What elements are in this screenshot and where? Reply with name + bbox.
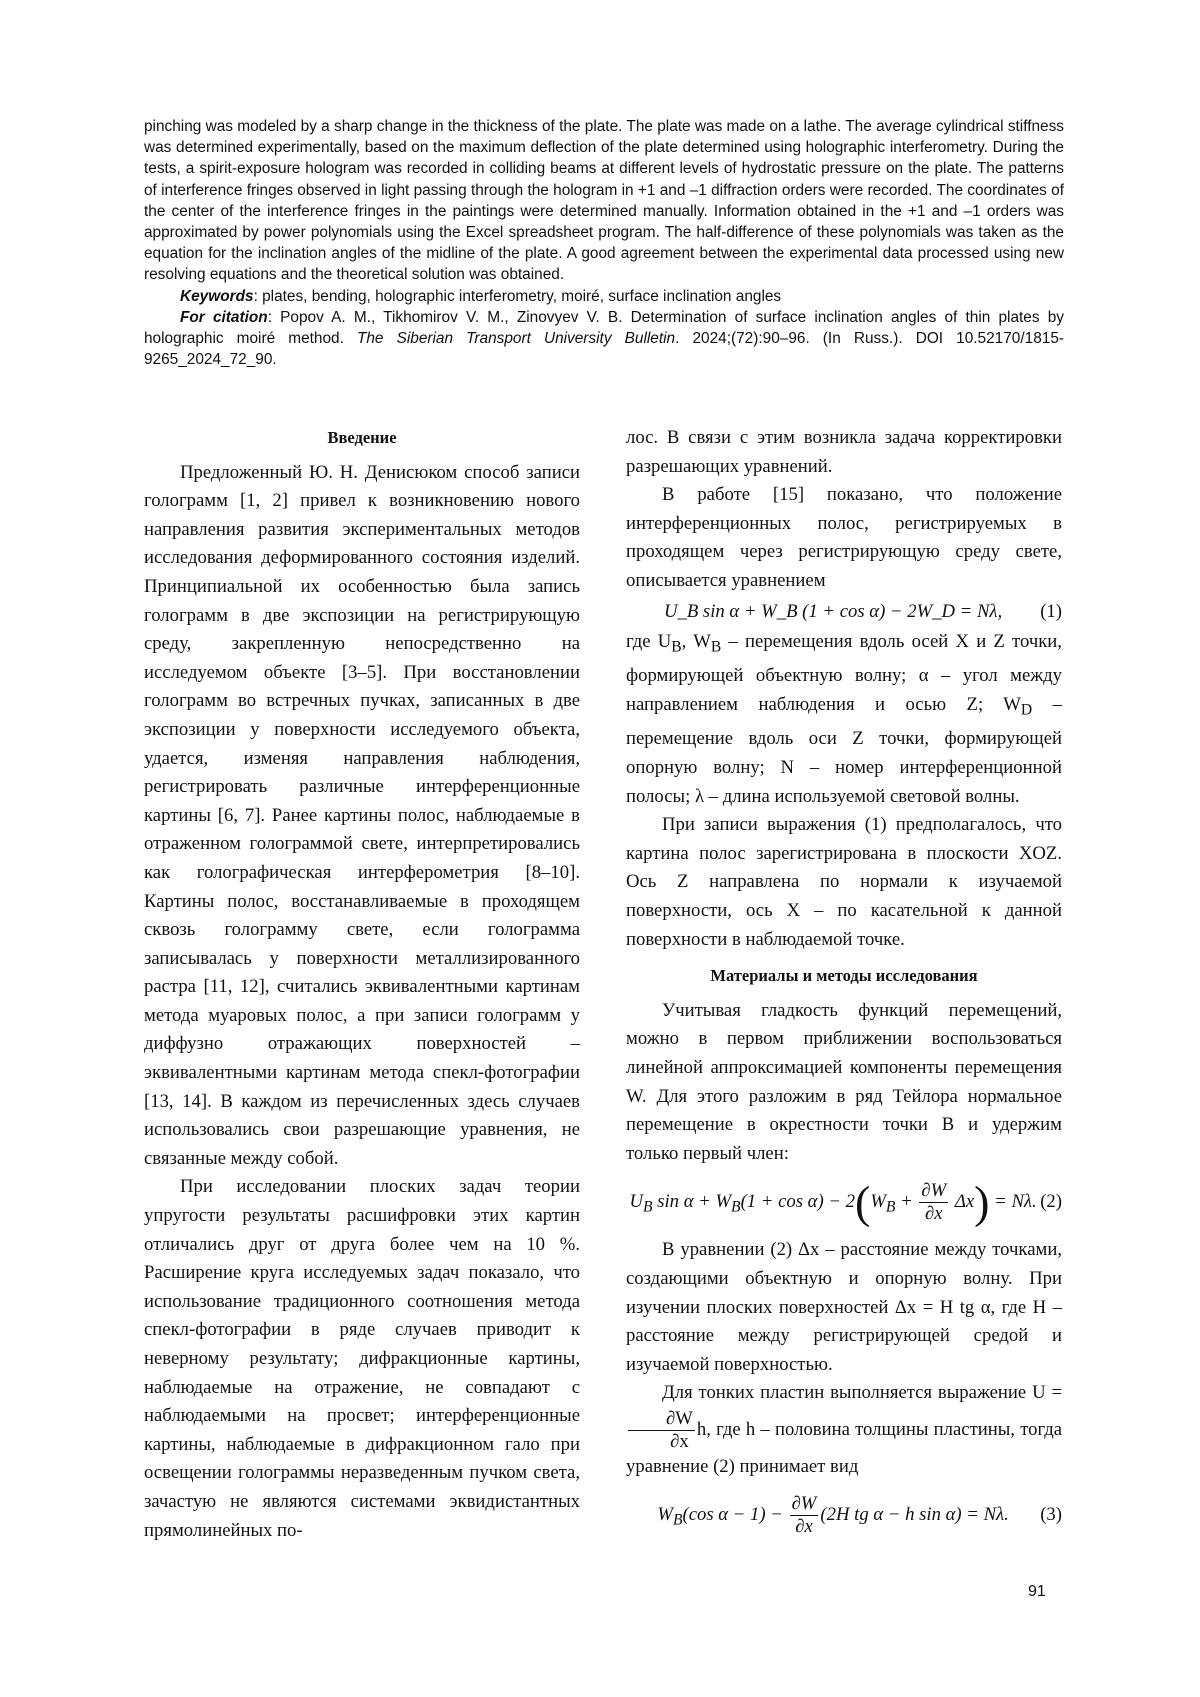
eq2-part-b: sin α + W	[653, 1191, 731, 1212]
equation-3-number: (3)	[1040, 1501, 1062, 1530]
p7-frac-bot: ∂x	[628, 1431, 695, 1453]
eq3-sub: B	[673, 1512, 683, 1529]
eq2-fraction	[919, 1180, 948, 1225]
eq2-sub-a: B	[643, 1198, 653, 1215]
right-paragraph-2: В работе [15] показано, что положение интерференционных полос, регистрируемых в проходящем через регистрирующую среду свете, описывается уравнением	[626, 481, 1062, 595]
equation-1-formula: U_B sin α + W_B (1 + cos α) − 2W_D = Nλ,	[626, 598, 1040, 627]
p3-sub-3: D	[1021, 702, 1032, 719]
equation-3-formula	[626, 1493, 1040, 1538]
citation-journal: The Siberian Transport University Bulletin	[357, 330, 675, 347]
equation-2	[626, 1170, 1062, 1234]
page-number: 91	[1028, 1583, 1046, 1601]
right-paragraph-4: При записи выражения (1) предполагалось, что картина полос зарегистрирована в плоскости XOZ. Ось Z направлена по нормали к изучаемой поверхности, ось X – по касательной к данной поверхности в наблюдаемой точке.	[626, 811, 1062, 954]
p3-text-d: – перемещение вдоль оси Z точки, формирующей опорную волну; N – номер интерференционной полосы; λ – длина используемой световой волны.	[626, 694, 1062, 807]
citation-line	[144, 307, 1064, 371]
right-paragraph-5: Учитывая гладкость функций перемещений, можно в первом приближении воспользоваться линейной аппроксимацией компоненты перемещения W. Для этого разложим в ряд Тейлора нормальное перемещение в окрестности точки B и удержим только первый член:	[626, 997, 1062, 1169]
p3-sub-1: B	[671, 639, 681, 656]
equation-2-number: (2)	[1040, 1188, 1062, 1217]
p3-text-b: , W	[682, 631, 711, 652]
left-column	[144, 424, 580, 1545]
citation-text: : Popov A. M., Tikhomirov V. M., Zinovyev V. B. Determination of surface inclination angles of thin plates by holographic moiré method.	[144, 309, 1064, 347]
p3-sub-2: B	[711, 639, 721, 656]
eq2-part-c: (1 + cos α) − 2	[741, 1191, 855, 1212]
eq2-inner-sub: B	[886, 1198, 896, 1215]
equation-3	[626, 1483, 1062, 1547]
right-paragraph-3	[626, 628, 1062, 811]
eq3-part-b: (cos α − 1) −	[682, 1504, 787, 1525]
p7-text-a: Для тонких пластин выполняется выражение U =	[662, 1382, 1062, 1403]
eq3-part-a: W	[657, 1504, 673, 1525]
eq2-paren-open: (	[855, 1176, 870, 1227]
section-heading-introduction: Введение	[144, 424, 580, 453]
eq2-inner-a: W	[870, 1191, 886, 1212]
equation-1	[626, 598, 1062, 627]
keywords-line	[144, 286, 1064, 307]
eq2-frac-top: ∂W	[919, 1180, 948, 1203]
eq2-part-d: = Nλ.	[989, 1191, 1036, 1212]
eq2-frac-bot: ∂x	[919, 1203, 948, 1225]
p7-text-b: h, где h – половина толщины пластины, тогда уравнение (2) принимает вид	[626, 1419, 1062, 1477]
p7-fraction	[628, 1408, 695, 1453]
p3-text-a: где U	[626, 631, 671, 652]
eq3-fraction	[790, 1493, 819, 1538]
intro-paragraph-1: Предложенный Ю. Н. Денисюком способ записи голограмм [1, 2] привел к возникновению нового направления развития экспериментальных методов исследования деформированного состояния изделий. Принципиальной их особенностью была запись голограмм в две экспозиции на регистрирующую среду, закрепленную непосредственно на исследуемом объекте [3–5]. При восстановлении голограмм во встречных пучках, записанных в две экспозиции у поверхности исследуемого объекта, удается, изменяя направления наблюдения, регистрировать различные интерференционные картины [6, 7]. Ранее картины полос, наблюдаемые в отраженном голограммой свете, интерпретировались как голографическая интерферометрия [8–10]. Картины полос, восстанавливаемые в проходящем сквозь голограмму свете, если голограмма записывалась у поверхности металлизированного растра [11, 12], считались эквивалентными картинам метода муаровых полос, а при записи голограмм у диффузно отражающих поверхностей – эквивалентными картинам метода спекл-фотографии [13, 14]. В каждом из перечисленных здесь случаев использовались свои разрешающие уравнения, не связанные между собой.	[144, 459, 580, 1174]
eq3-frac-bot: ∂x	[790, 1516, 819, 1538]
eq2-sub-b: B	[731, 1198, 741, 1215]
right-paragraph-7	[626, 1379, 1062, 1481]
right-paragraph-1: лос. В связи с этим возникла задача корректировки разрешающих уравнений.	[626, 424, 1062, 481]
p7-frac-top: ∂W	[628, 1408, 695, 1431]
p3-text-c: – перемещения вдоль осей X и Z точки, формирующей объектную волну; α – угол между направлением наблюдения и осью Z; W	[626, 631, 1062, 715]
right-column	[626, 424, 1062, 1549]
eq2-part-a: U	[630, 1191, 644, 1212]
citation-label: For citation	[180, 309, 268, 326]
keywords-label: Keywords	[180, 288, 254, 305]
section-heading-methods: Материалы и методы исследования	[626, 962, 1062, 991]
right-paragraph-6: В уравнении (2) Δx – расстояние между точками, создающими объектную и опорную волну. При изучении плоских поверхностей Δx = H tg α, где H – расстояние между регистрирующей средой и изучаемой поверхностью.	[626, 1236, 1062, 1379]
intro-paragraph-2: При исследовании плоских задач теории упругости результаты расшифровки этих картин отличались друг от друга более чем на 10 %. Расширение круга исследуемых задач показало, что использование традиционного соотношения метода спекл-фотографии в ряде случаев приводит к неверному результату; дифракционные картины, наблюдаемые на отражение, не совпадают с наблюдаемыми на просвет; интерференционные картины, наблюдаемые в дифракционном гало при освещении голограммы неразведенным пучком света, зачастую не являются системами эквидистантных прямолинейных по-	[144, 1173, 580, 1545]
eq3-part-c: (2H tg α − h sin α) = Nλ.	[820, 1504, 1008, 1525]
equation-1-number: (1)	[1040, 598, 1062, 627]
eq2-paren-close: )	[974, 1176, 989, 1227]
abstract-block	[144, 116, 1064, 370]
citation-tail: . 2024;(72):90–96. (In Russ.). DOI 10.52170/1815-9265_2024_72_90.	[144, 330, 1064, 368]
eq2-inner-b: +	[895, 1191, 917, 1212]
abstract-body: pinching was modeled by a sharp change in the thickness of the plate. The plate was made on a lathe. The average cylindrical stiffness was determined experimentally, based on the maximum deflection of the plate determined using holographic interferometry. During the tests, a spirit-exposure hologram was recorded in colliding beams at different levels of hydrostatic pressure on the plate. The patterns of interference fringes observed in light passing through the hologram in +1 and –1 diffraction orders were recorded. The coordinates of the center of the interference fringes in the paintings were determined manually. Information obtained in the +1 and –1 orders was approximated by power polynomials using the Excel spreadsheet program. The half-difference of these polynomials was taken as the equation for the inclination angles of the midline of the plate. A good agreement between the experimental data processed using new resolving equations and the theoretical solution was obtained.	[144, 116, 1064, 286]
eq2-inner-c: Δx	[950, 1191, 974, 1212]
eq3-frac-top: ∂W	[790, 1493, 819, 1516]
equation-2-formula	[626, 1180, 1040, 1225]
keywords-text: : plates, bending, holographic interferometry, moiré, surface inclination angles	[254, 288, 782, 305]
